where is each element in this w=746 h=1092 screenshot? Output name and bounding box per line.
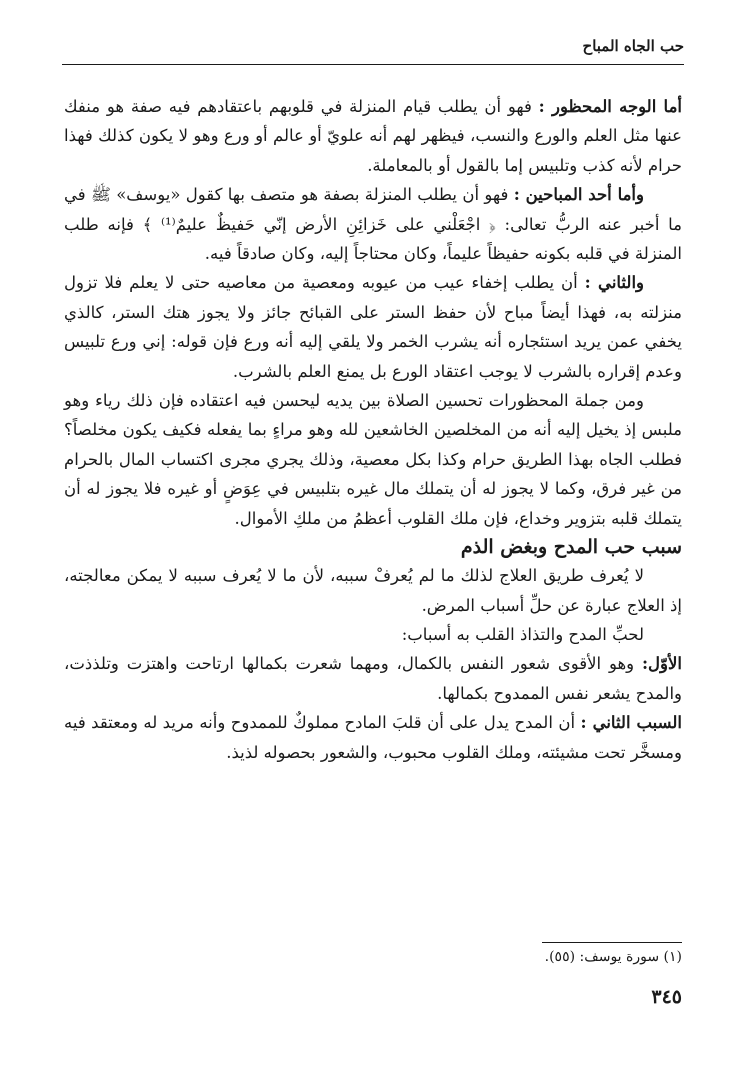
paragraph-first-permissible [64,180,682,268]
section-heading: سبب حب المدح وبغض الذم [460,536,682,559]
footnote: (١) سورة يوسف: (٥٥). [544,949,682,965]
paragraph-lead: وأما أحد المباحين : [513,185,644,205]
paragraph-text: فهو أن يطلب المنزلة بصفة هو متصف بها كقول «يوسف» ﷺ في ما أخبر عنه الربُّ تعالى: ﴿ اجْعَلْني على خَزائِنِ الأرض إنّي حَفيظٌ عليمٌ⁽¹⁾ ﴾ فإنه طلب المنزلة في قلبه بكونه حفيظاً عليماً، وكان محتاجاً إليه، وكان صادقاً فيه. [64,185,682,264]
paragraph-lead: الأوّل: [641,654,682,674]
paragraph-prohibitions [64,386,682,533]
paragraph-treatment [64,561,682,620]
paragraph-text: أن يطلب إخفاء عيب من عيوبه ومعصية من معاصيه حتى لا يعلم فلا تزول منزلته به، فهذا أيضاً مباح لأن حفظ الستر على القبائح جائز ولا يجوز هتك الستر، كالذي يخفي عمن يريد استئجاره أنه يشرب الخمر ولا يلقي إليه أنه ورع فإن قوله: إني ورع تلبيس وعدم إقراره بالشرب لا يوجب اعتقاد الورع بل يمنع العلم بالشرب. [64,273,682,381]
paragraph-text: ومن جملة المحظورات تحسين الصلاة بين يديه ليحسن فيه اعتقاده فإن ذلك رياء وهو ملبس إذ يخيل إليه أنه من المخلصين الخاشعين لله وهو مراءٍ بما يفعله فكيف يكون مخلصاً؟ فطلب الجاه بهذا الطريق حرام وكذا بكل معصية، وذلك يجري مجرى اكتساب المال بالحرام من غير فرق، وكما لا يجوز له أن يتملك مال غيره بتلبيس في عِوَضٍ أو غيره فلا يجوز له أن يتملك قلبه بتزوير وخداع، فإن ملك القلوب أعظمُ من ملكِ الأموال. [64,391,682,528]
paragraph-lead: أما الوجه المحظور : [538,97,682,116]
page-body [64,92,682,767]
paragraph-forbidden-aspect [64,92,682,180]
paragraph-second-cause [64,708,682,767]
page-number: ٣٤٥ [651,986,682,1008]
header-rule [62,64,684,65]
paragraph-first-cause [64,649,682,708]
paragraph-lead: والثاني : [584,273,644,293]
paragraph-causes-intro [64,620,682,649]
paragraph-text: أن المدح يدل على أن قلبَ المادح مملوكٌ للممدوح وأنه مريد له ومعتقد فيه ومسخَّر تحت مشيئته، وملك القلوب محبوب، والشعور بحصوله لذيذ. [64,713,682,762]
paragraph-text: لا يُعرف طريق العلاج لذلك ما لم يُعرفْ سببه، لأن ما لا يُعرف سببه لا يمكن معالجته، إذ العلاج عبارة عن حلِّ أسباب المرض. [64,566,682,615]
paragraph-text: وهو الأقوى شعور النفس بالكمال، ومهما شعرت بكمالها ارتاحت واهتزت وتلذذت، والمدح يشعر نفس الممدوح بكمالها. [64,654,682,703]
paragraph-second-permissible [64,268,682,386]
paragraph-lead: السبب الثاني : [580,713,682,733]
footnote-rule [542,942,682,943]
paragraph-text: لحبِّ المدح والتذاذ القلب به أسباب: [401,624,644,644]
running-header-title: حب الجاه المباح [582,37,684,55]
paragraph-text: فهو أن يطلب قيام المنزلة في قلوبهم باعتقادهم فيه صفة هو منفك عنها مثل العلم والورع والنسب، فيظهر لهم أنه علويّ أو عالم أو ورع وهو لا يكون كذلك فهذا حرام لأنه كذب وتلبيس إما بالقول أو بالمعاملة. [64,97,682,175]
